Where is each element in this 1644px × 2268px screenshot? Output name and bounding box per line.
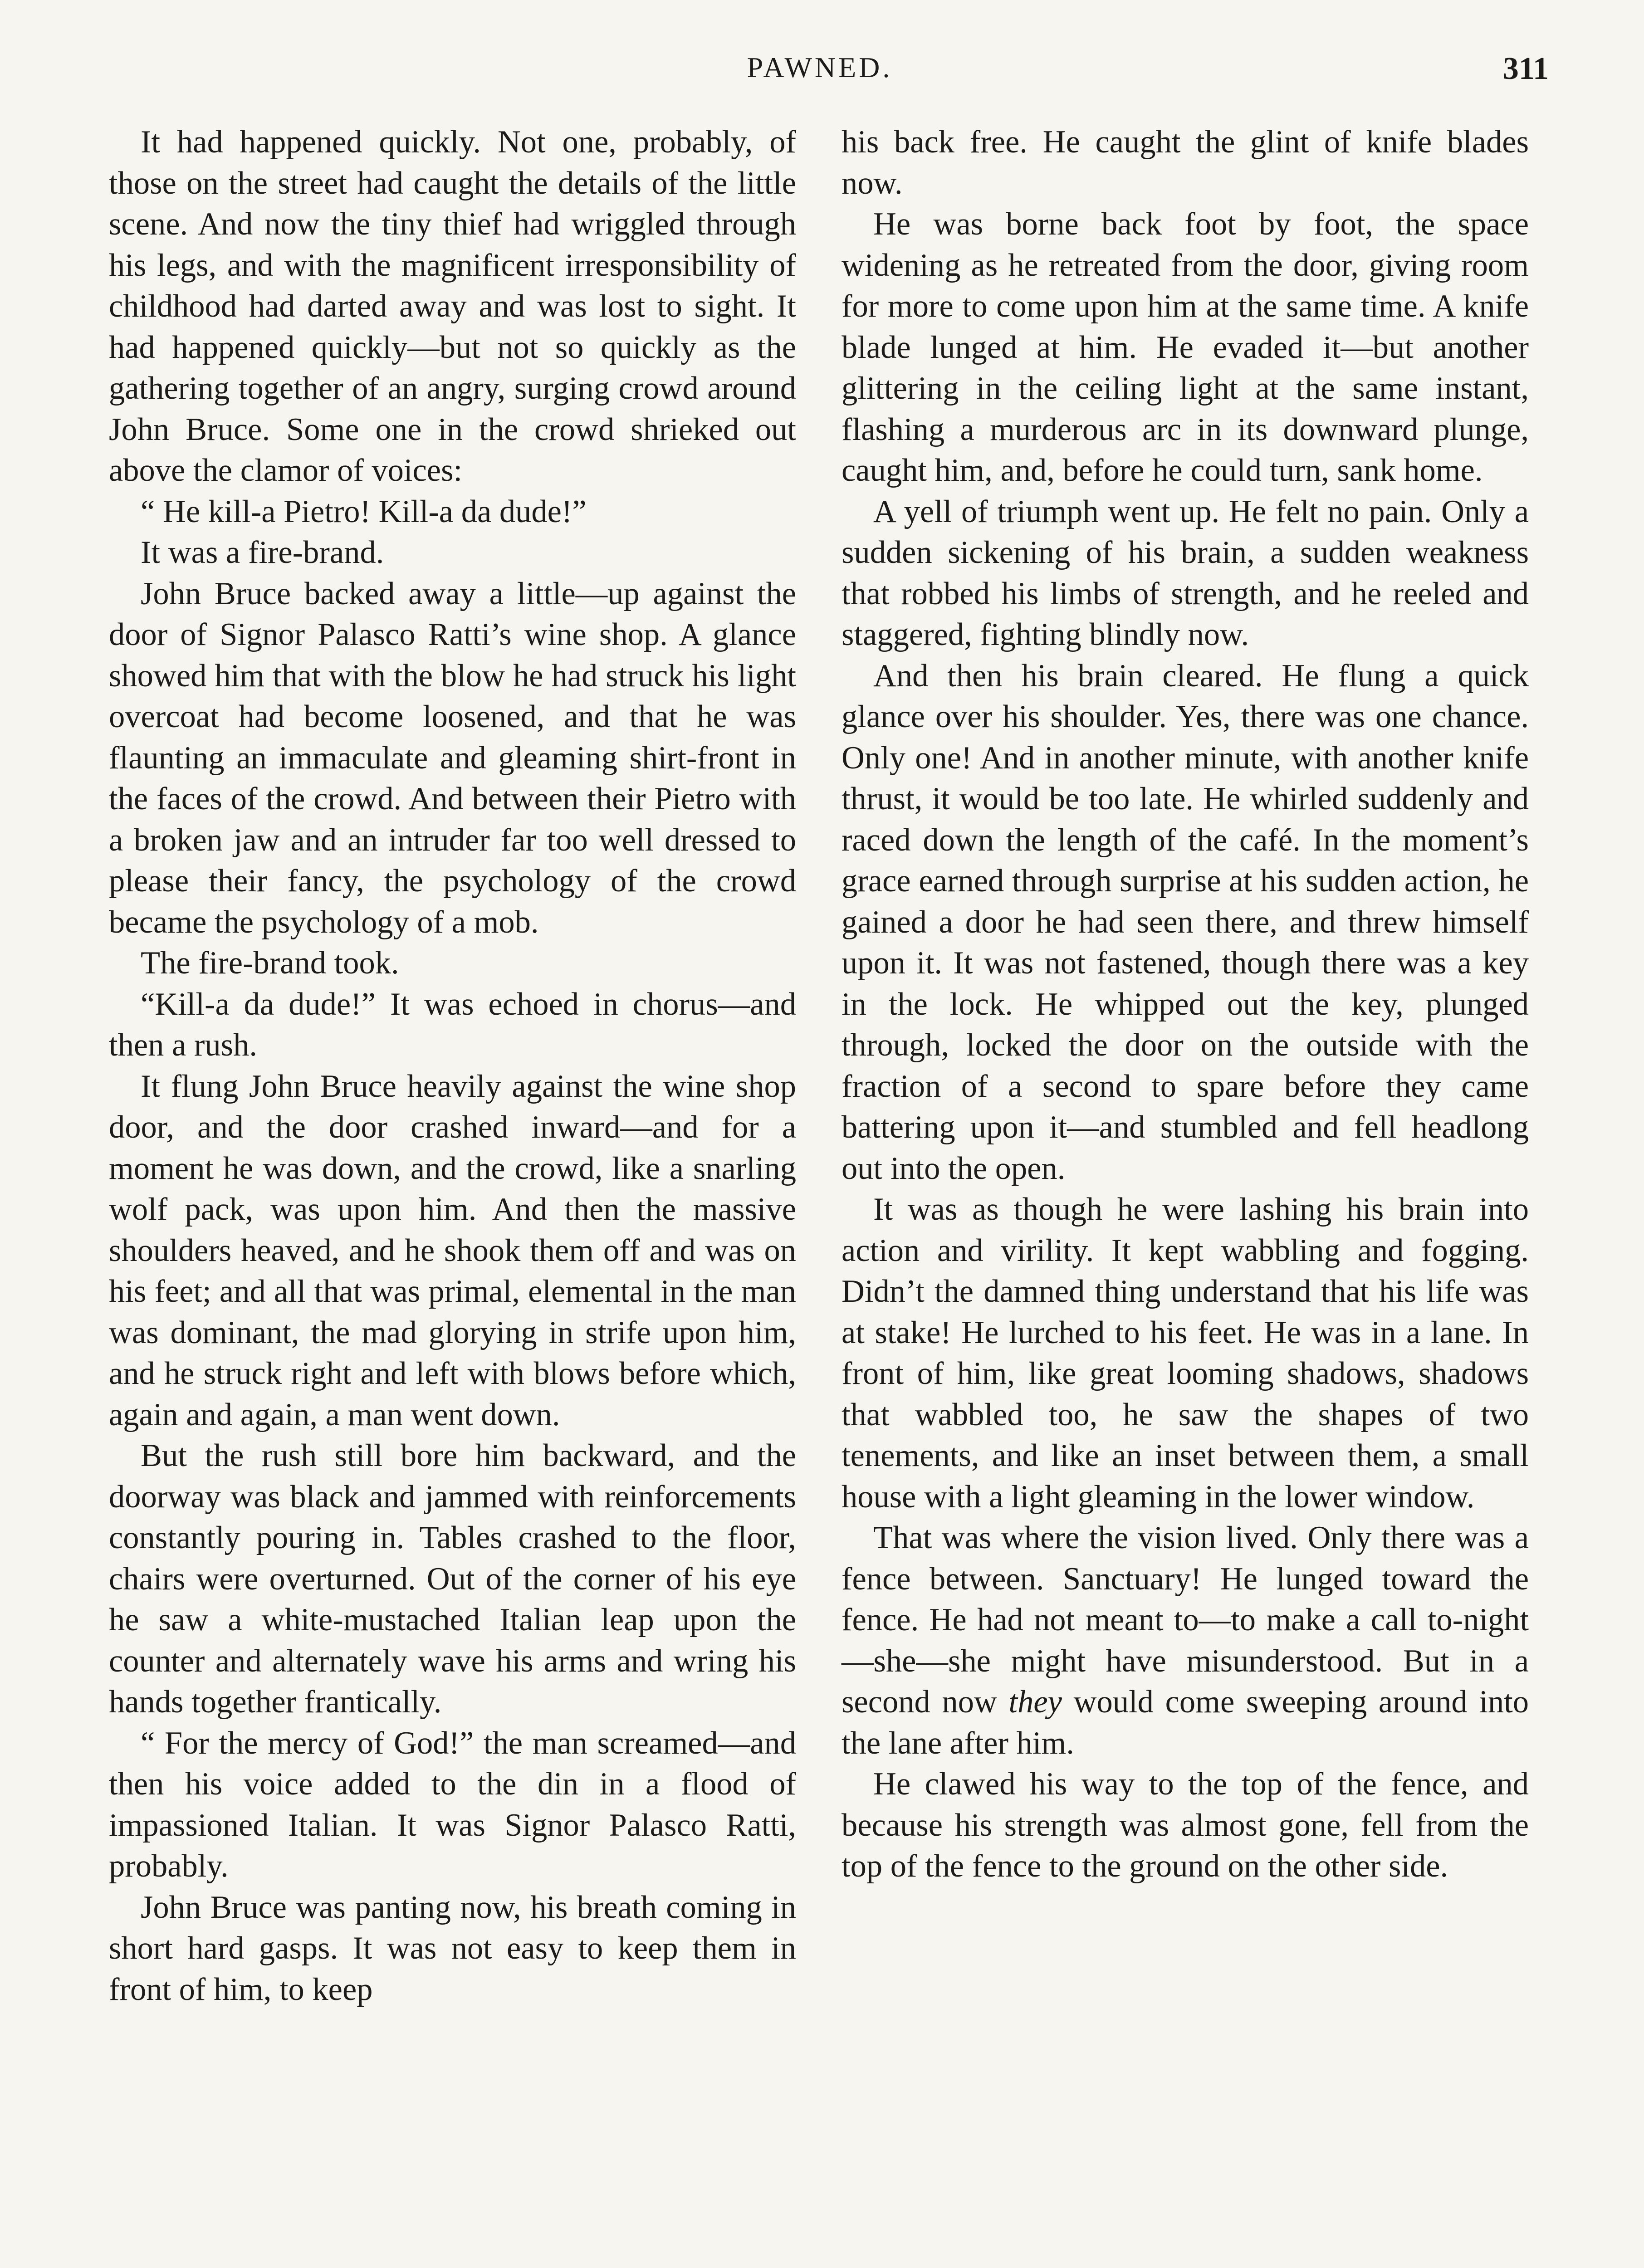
paragraph: It flung John Bruce heavily against the wine shop door, and the door crashed inward—and for a moment he was down, and the crowd, like a snarling wolf pack, was upon him. And then the massive shoulders heaved, and he shook them off and was on his feet; and all that was primal, elemental in the man was dominant, the mad glorying in strife upon him, and he struck right and left with blows before which, again and again, a man went down. [109,1068,796,1432]
paragraph: John Bruce was panting now, his breath coming in short hard gasps. It was not easy to keep them in front of him, to keep [109,1889,796,2007]
page-header [91,51,1549,101]
running-title: PAWNED. [747,51,893,83]
paragraph: He clawed his way to the top of the fence, and because his strength was almost gone, fell from the top of the fence to the ground on the other side. [842,1766,1529,1884]
right-column [842,122,1529,2268]
text-columns [109,122,1529,2268]
paragraph: He was borne back foot by foot, the space widening as he retreated from the door, giving room for more to come upon him at the same time. A knife blade lunged at him. He evaded it—but another glittering in the ceiling light at the same instant, flashing a murderous arc in its downward plunge, caught him, and, before he could turn, sank home. [842,206,1529,488]
paragraph: And then his brain cleared. He flung a quick glance over his shoulder. Yes, there was one chance. Only one! And in another minute, with another knife thrust, it would be too late. He whirled suddenly and raced down the length of the café. In the moment’s grace earned through surprise at his sudden action, he gained a door he had seen there, and threw himself upon it. It was not fastened, though there was a key in the lock. He whipped out the key, plunged through, locked the door on the outside with the fraction of a second to spare before they came battering upon it—and stumbled and fell headlong out into the open. [842,658,1529,1186]
paragraph: The fire-brand took. [141,945,399,981]
paragraph: A yell of triumph went up. He felt no pain. Only a sudden sickening of his brain, a sudden weakness that robbed his limbs of strength, and he reeled and staggered, fighting blindly now. [842,494,1529,652]
paragraph: But the rush still bore him backward, and the doorway was black and jammed with reinforcements constantly pouring in. Tables crashed to the floor, chairs were overturned. Out of the corner of his eye he saw a white-mustached Italian leap upon the counter and alternately wave his arms and wring his hands together frantically. [109,1438,796,1720]
paragraph-vision [842,1517,1529,1764]
paragraph: It was as though he were lashing his brain into action and virility. It kept wabbling and fogging. Didn’t the damned thing understand that his life was at stake! He lurched to his feet. He was in a lane. In front of him, like great looming shadows, shadows that wabbled too, he saw the shapes of two tenements, and like an inset between them, a small house with a light gleaming in the lower window. [842,1192,1529,1515]
paragraph: “Kill-a da dude!” It was echoed in chorus—and then a rush. [109,986,796,1063]
italic-word: they [1008,1684,1062,1720]
text-run: That was where the vision lived. Only there was a fence between. Sanctuary! He lunged toward the fence. He had not meant to—to make a call to-night—she—she might have misunderstood. But in a second now [842,1520,1529,1720]
paragraph: It was a fire-brand. [141,535,384,570]
paragraph: “ For the mercy of God!” the man screamed—and then his voice added to the din in a flood of impassioned Italian. It was Signor Palasco Ratti, probably. [109,1725,796,1884]
continued-paragraph: his back free. He caught the glint of knife blades now. [842,124,1529,201]
paragraph: John Bruce backed away a little—up against the door of Signor Palasco Ratti’s wine shop. A glance showed him that with the blow he had struck his light overcoat had become loosened, and that he was flaunting an immaculate and gleaming shirt-front in the faces of the crowd. And between their Pietro with a broken jaw and an intruder far too well dressed to please their fancy, the psychology of the crowd became the psychology of a mob. [109,576,796,940]
text-run: would come sweeping around into the lane after him. [842,1684,1529,1761]
left-column [109,122,796,2268]
paragraph: It had happened quickly. Not one, probably, of those on the street had caught the details of the little scene. And now the tiny thief had wriggled through his legs, and with the magnificent irresponsibility of childhood had darted away and was lost to sight. It had happened quickly—but not so quickly as the gathering together of an angry, surging crowd around John Bruce. Some one in the crowd shrieked out above the clamor of voices: [109,124,796,488]
page-number: 311 [1502,51,1549,86]
paragraph: “ He kill-a Pietro! Kill-a da dude!” [141,494,587,529]
